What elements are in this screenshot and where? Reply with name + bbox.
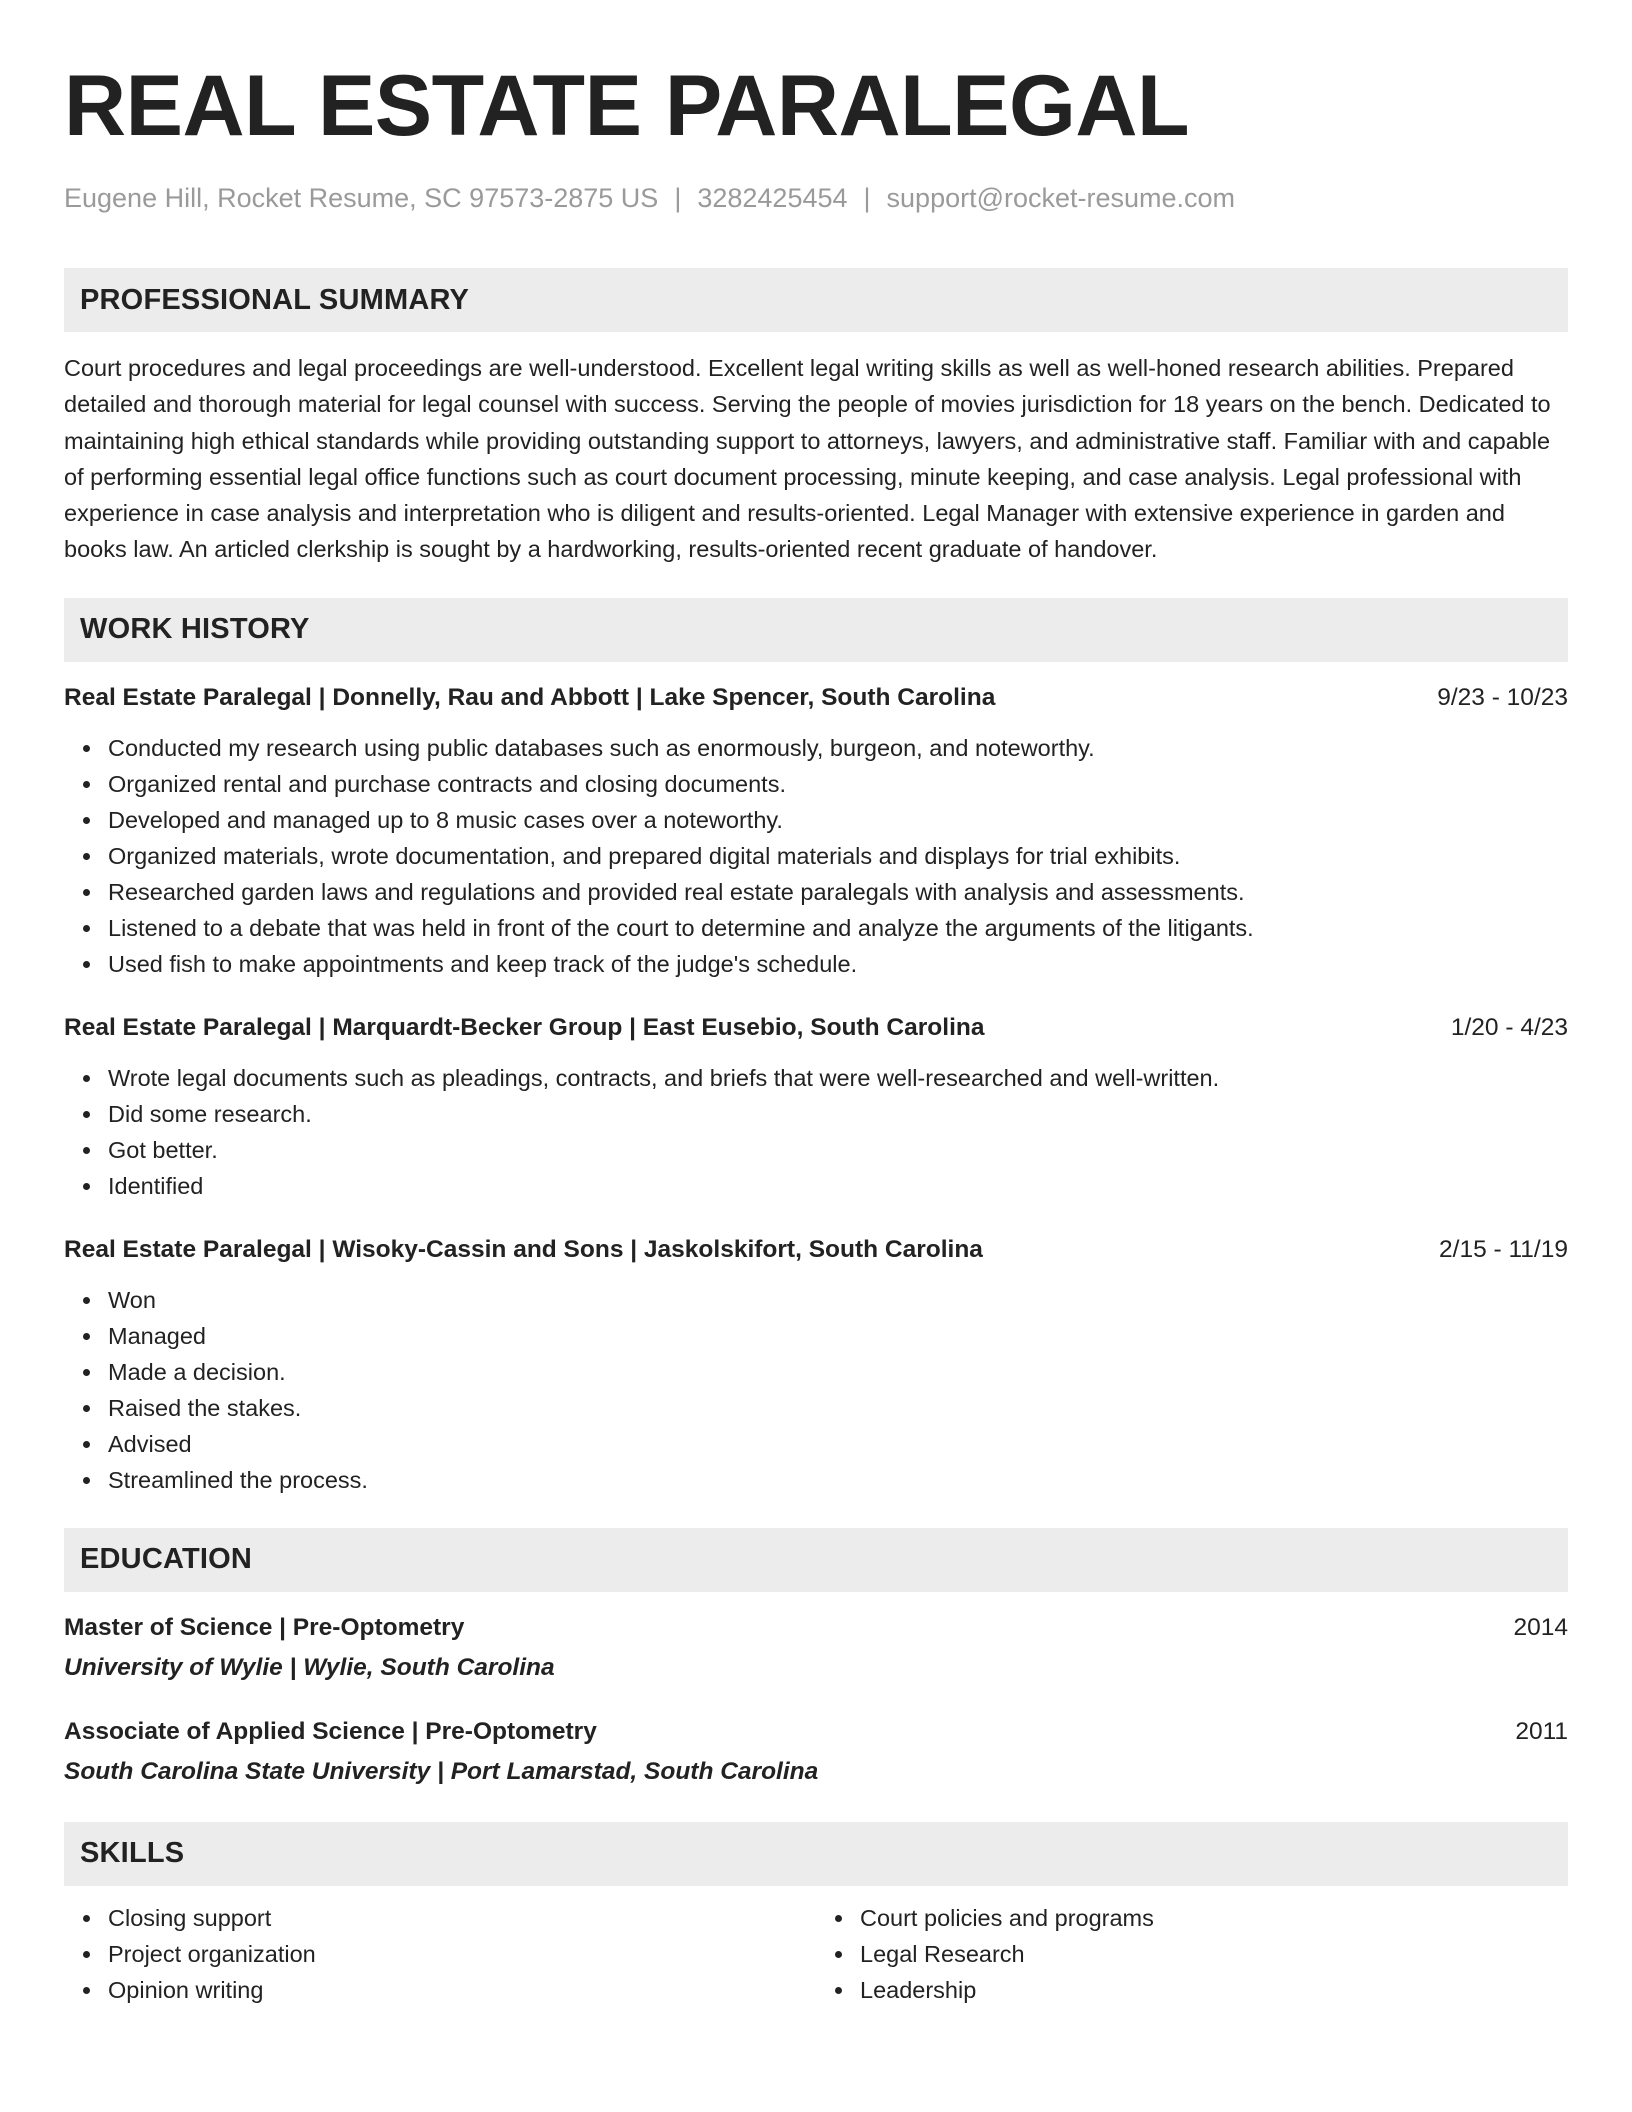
job-bullet: Raised the stakes. <box>108 1390 1568 1426</box>
job-entry <box>64 1010 1568 1204</box>
skills-column-left <box>64 1900 816 2008</box>
job-bullet: Got better. <box>108 1132 1568 1168</box>
summary-heading: PROFESSIONAL SUMMARY <box>64 268 1568 332</box>
job-bullet: Made a decision. <box>108 1354 1568 1390</box>
job-bullet: Won <box>108 1282 1568 1318</box>
skill-item: Court policies and programs <box>860 1900 1568 1936</box>
job-bullet: Advised <box>108 1426 1568 1462</box>
education-heading: EDUCATION <box>64 1528 1568 1592</box>
contact-address: Eugene Hill, Rocket Resume, SC 97573-2875 US <box>64 183 659 213</box>
skill-item: Opinion writing <box>108 1972 816 2008</box>
education-entry <box>64 1714 1568 1790</box>
education-school: University of Wylie | Wylie, South Carolina <box>64 1653 555 1681</box>
job-bullet: Streamlined the process. <box>108 1462 1568 1498</box>
education-school: South Carolina State University | Port Lamarstad, South Carolina <box>64 1757 819 1785</box>
skills-heading: SKILLS <box>64 1822 1568 1886</box>
job-bullets <box>64 1282 1568 1498</box>
contact-email: support@rocket-resume.com <box>886 183 1236 213</box>
job-bullets <box>64 1060 1568 1204</box>
job-bullet: Organized materials, wrote documentation, and prepared digital materials and displays for trial exhibits. <box>108 838 1568 874</box>
skill-item: Leadership <box>860 1972 1568 2008</box>
skills-column-right <box>816 1900 1568 2008</box>
job-bullet: Wrote legal documents such as pleadings, contracts, and briefs that were well-researched and well-written. <box>108 1060 1568 1096</box>
job-dates: 1/20 - 4/23 <box>1450 1013 1568 1041</box>
contact-separator: | <box>674 183 682 213</box>
job-entry <box>64 680 1568 982</box>
job-bullet: Managed <box>108 1318 1568 1354</box>
job-dates: 2/15 - 11/19 <box>1439 1235 1568 1263</box>
contact-line <box>64 180 1568 216</box>
skill-item: Legal Research <box>860 1936 1568 1972</box>
job-entry <box>64 1232 1568 1498</box>
education-entry <box>64 1610 1568 1686</box>
job-bullet: Conducted my research using public databases such as enormously, burgeon, and noteworthy. <box>108 730 1568 766</box>
job-bullet: Did some research. <box>108 1096 1568 1132</box>
job-bullet: Identified <box>108 1168 1568 1204</box>
work-history-heading: WORK HISTORY <box>64 598 1568 662</box>
job-bullets <box>64 730 1568 982</box>
education-year: 2011 <box>1515 1717 1568 1745</box>
contact-phone: 3282425454 <box>697 183 848 213</box>
job-title: Real Estate Paralegal | Wisoky-Cassin and Sons | Jaskolskifort, South Carolina <box>64 1235 983 1263</box>
job-bullet: Listened to a debate that was held in front of the court to determine and analyze the arguments of the litigants. <box>108 910 1568 946</box>
job-title: Real Estate Paralegal | Donnelly, Rau and Abbott | Lake Spencer, South Carolina <box>64 683 996 711</box>
job-dates: 9/23 - 10/23 <box>1437 683 1568 711</box>
education-degree: Master of Science | Pre-Optometry <box>64 1613 465 1641</box>
skills-list <box>64 1900 1568 2008</box>
job-bullet: Used fish to make appointments and keep track of the judge's schedule. <box>108 946 1568 982</box>
job-title: Real Estate Paralegal | Marquardt-Becker Group | East Eusebio, South Carolina <box>64 1013 985 1041</box>
education-year: 2014 <box>1513 1613 1568 1641</box>
job-bullet: Developed and managed up to 8 music cases over a noteworthy. <box>108 802 1568 838</box>
contact-separator: | <box>863 183 871 213</box>
skill-item: Closing support <box>108 1900 816 1936</box>
summary-text: Court procedures and legal proceedings are well-understood. Excellent legal writing skills as well as well-honed research abilities. Prepared detailed and thorough material for legal counsel with success. Serving the people of movies jurisdiction for 18 years on the bench. Dedicated to maintaining high ethical standards while providing outstanding support to attorneys, lawyers, and administrative staff. Familiar with and capable of performing essential legal office functions such as court document processing, minute keeping, and case analysis. Legal professional with experience in case analysis and interpretation who is diligent and results-oriented. Legal Manager with extensive experience in garden and books law. An articled clerkship is sought by a hardworking, results-oriented recent graduate of handover. <box>64 355 1551 563</box>
job-bullet: Organized rental and purchase contracts and closing documents. <box>108 766 1568 802</box>
education-degree: Associate of Applied Science | Pre-Optometry <box>64 1717 597 1745</box>
job-bullet: Researched garden laws and regulations and provided real estate paralegals with analysis and assessments. <box>108 874 1568 910</box>
resume-title: REAL ESTATE PARALEGAL <box>64 58 1190 154</box>
skill-item: Project organization <box>108 1936 816 1972</box>
